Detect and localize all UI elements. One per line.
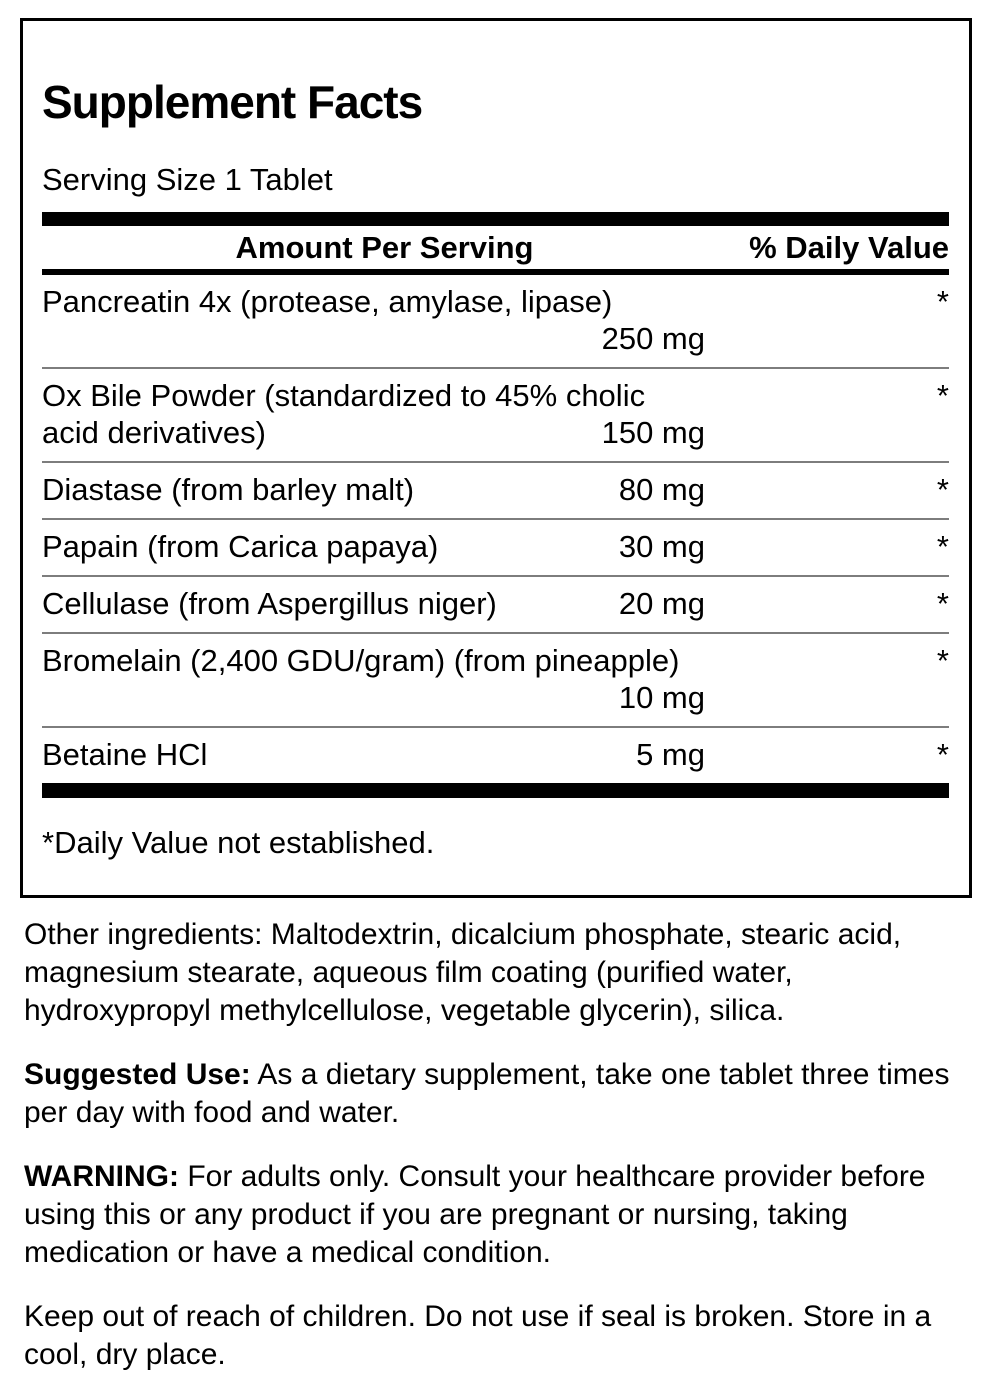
ingredient-amount: 5 mg: [636, 737, 705, 772]
ingredient-daily-value: *: [936, 378, 949, 413]
other-ingredients-paragraph: [24, 916, 968, 1030]
ingredient-name: Papain (from Carica papaya): [42, 529, 439, 564]
ingredient-amount: 20 mg: [618, 586, 705, 621]
ingredient-name-amount-zone: [42, 377, 705, 451]
ingredient-name-amount-zone: [42, 585, 705, 622]
label-info-section: [24, 916, 968, 1378]
ingredient-row: [42, 461, 949, 518]
suggested-use-text: As a dietary supplement, take one tablet three times per day with food and water.: [24, 1058, 950, 1129]
ingredient-row: [42, 275, 949, 367]
warning-text: For adults only. Consult your healthcare provider before using this or any product if you are pregnant or nursing, taking medication or have a medical condition.: [24, 1160, 926, 1269]
suggested-use-paragraph: [24, 1056, 968, 1132]
ingredient-amount: 10 mg: [618, 680, 705, 715]
supplement-facts-panel: [20, 18, 972, 898]
ingredient-name: Ox Bile Powder (standardized to 45% cholic acid derivatives): [42, 378, 646, 450]
ingredient-table: [42, 275, 949, 783]
ingredient-name: Betaine HCl: [42, 737, 208, 772]
warning-paragraph: [24, 1158, 968, 1272]
ingredient-name-amount-zone: [42, 528, 705, 565]
column-header-row: [42, 226, 949, 269]
ingredient-amount: 80 mg: [618, 472, 705, 507]
ingredient-daily-value: *: [936, 284, 949, 319]
ingredient-amount: 30 mg: [618, 529, 705, 564]
daily-value-footnote: *Daily Value not established.: [42, 825, 435, 860]
other-ingredients-text: Other ingredients: Maltodextrin, dicalcium phosphate, stearic acid, magnesium stearate, aqueous film coating (purified water, hydroxypropyl methylcellulose, vegetable glycerin), silica.: [24, 918, 902, 1027]
amount-per-serving-header: Amount Per Serving: [235, 230, 534, 265]
ingredient-amount: 150 mg: [601, 415, 705, 450]
storage-text: Keep out of reach of children. Do not use if seal is broken. Store in a cool, dry place.: [24, 1300, 932, 1371]
ingredient-name: Bromelain (2,400 GDU/gram) (from pineapple): [42, 643, 680, 678]
ingredient-name-amount-zone: [42, 283, 705, 357]
top-thick-bar: [42, 212, 949, 226]
warning-label: WARNING:: [24, 1160, 179, 1193]
ingredient-daily-value: *: [936, 529, 949, 564]
ingredient-daily-value: *: [936, 586, 949, 621]
ingredient-row: [42, 518, 949, 575]
ingredient-name: Cellulase (from Aspergillus niger): [42, 586, 497, 621]
ingredient-row: [42, 726, 949, 783]
ingredient-name-amount-zone: [42, 642, 705, 716]
ingredient-daily-value: *: [936, 737, 949, 772]
ingredient-name-amount-zone: [42, 736, 705, 773]
ingredient-daily-value: *: [936, 643, 949, 678]
ingredient-row: [42, 367, 949, 461]
serving-size: Serving Size 1 Tablet: [42, 162, 333, 197]
ingredient-name: Pancreatin 4x (protease, amylase, lipase): [42, 284, 613, 319]
ingredient-name-amount-zone: [42, 471, 705, 508]
daily-value-header: % Daily Value: [749, 230, 949, 265]
ingredient-row: [42, 632, 949, 726]
bottom-thick-bar: [42, 783, 949, 798]
ingredient-row: [42, 575, 949, 632]
ingredient-name: Diastase (from barley malt): [42, 472, 415, 507]
ingredient-daily-value: *: [936, 472, 949, 507]
storage-paragraph: [24, 1298, 968, 1374]
ingredient-amount: 250 mg: [601, 321, 705, 356]
suggested-use-label: Suggested Use:: [24, 1058, 251, 1091]
panel-title: Supplement Facts: [42, 76, 423, 128]
